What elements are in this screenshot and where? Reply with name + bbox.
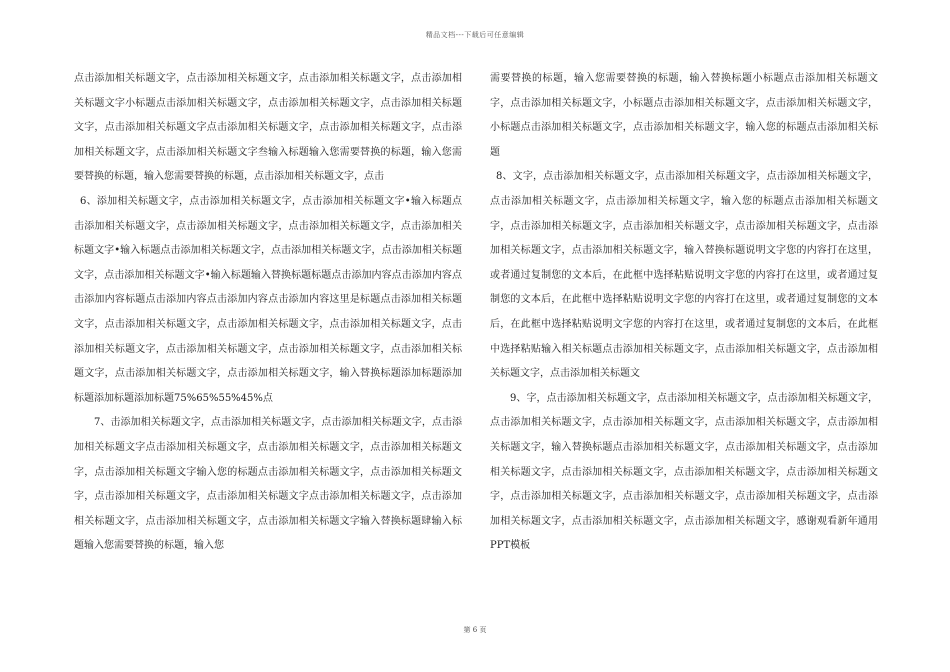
paragraph-intro: 点击添加相关标题文字，点击添加相关标题文字，点击添加相关标题文字，点击添加相关标题文字小标题点击添加相关标题文字，点击添加相关标题文字，点击添加相关标题文字，点击添加相关标题文字点击添加相关标题文字，点击添加相关标题文字，点击添加相关标题文字，点击添加相关标题文字叁输入标题输入您需要替换的标题，输入您需要替换的标题，输入您需要替换的标题，点击添加相关标题文字，点击 [74,73,462,183]
paragraph-continued: 需要替换的标题，输入您需要替换的标题，输入替换标题小标题点击添加相关标题文字，点击添加相关标题文字，小标题点击添加相关标题文字，点击添加相关标题文字，小标题点击添加相关标题文字，点击添加相关标题文字，输入您的标题点击添加相关标题 [490,73,878,158]
left-text-column [74,67,462,559]
page-number: 第 6 页 [463,626,487,634]
paragraph-8: 8、文字，点击添加相关标题文字，点击添加相关标题文字，点击添加相关标题文字，点击添加相关标题文字，点击添加相关标题文字，输入您的标题点击添加相关标题文字，点击添加相关标题文字，点击添加相关标题文字，点击添加相关标题文字，点击添加相关标题文字，点击添加相关标题文字，输入替换标题说明文字您的内容打在这里，或者通过复制您的文本后，在此框中选择粘贴说明文字您的内容打在这里，或者通过复制您的文本后，在此框中选择粘贴说明文字您的内容打在这里，或者通过复制您的文本后，在此框中选择粘贴说明文字您的内容打在这里，或者通过复制您的文本后，在此框中选择粘贴输入相关标题点击添加相关标题文字，点击添加相关标题文字，点击添加相关标题文字，点击添加相关标题文 [490,171,878,380]
paragraph-9: 9、字，点击添加相关标题文字，点击添加相关标题文字，点击添加相关标题文字，点击添加相关标题文字，点击添加相关标题文字，点击添加相关标题文字，点击添加相关标题文字，输入替换标题点击添加相关标题文字，点击添加相关标题文字，点击添加相关标题文字，点击添加相关标题文字，点击添加相关标题文字，点击添加相关标题文字，点击添加相关标题文字，点击添加相关标题文字，点击添加相关标题文字，点击添加相关标题文字，点击添加相关标题文字，点击添加相关标题文字，感谢观看新年通用PPT模板 [490,392,878,552]
page-header: 精品文档---下载后可任意编辑 [425,31,525,39]
right-text-column [490,67,878,559]
paragraph-7: 7、击添加相关标题文字，点击添加相关标题文字，点击添加相关标题文字，点击添加相关标题文字点击添加相关标题文字，点击添加相关标题文字，点击添加相关标题文字，点击添加相关标题文字输入您的标题点击添加相关标题文字，点击添加相关标题文字，点击添加相关标题文字，点击添加相关标题文字点击添加相关标题文字，点击添加相关标题文字，点击添加相关标题文字，点击添加相关标题文字输入替换标题肆输入标题输入您需要替换的标题，输入您 [74,417,462,552]
paragraph-6: 6、添加相关标题文字，点击添加相关标题文字，点击添加相关标题文字•输入标题点击添加相关标题文字，点击添加相关标题文字，点击添加相关标题文字，点击添加相关标题文字•输入标题点击添加相关标题文字，点击添加相关标题文字，点击添加相关标题文字，点击添加相关标题文字•输入标题输入替换标题标题点击添加内容点击添加内容点击添加内容标题点击添加内容点击添加内容点击添加内容这里是标题点击添加相关标题文字，点击添加相关标题文字，点击添加相关标题文字，点击添加相关标题文字，点击添加相关标题文字，点击添加相关标题文字，点击添加相关标题文字，点击添加相关标题文字，点击添加相关标题文字，点击添加相关标题文字，输入替换标题添加标题添加标题添加标题添加标题75%65%55%45%点 [74,195,462,404]
